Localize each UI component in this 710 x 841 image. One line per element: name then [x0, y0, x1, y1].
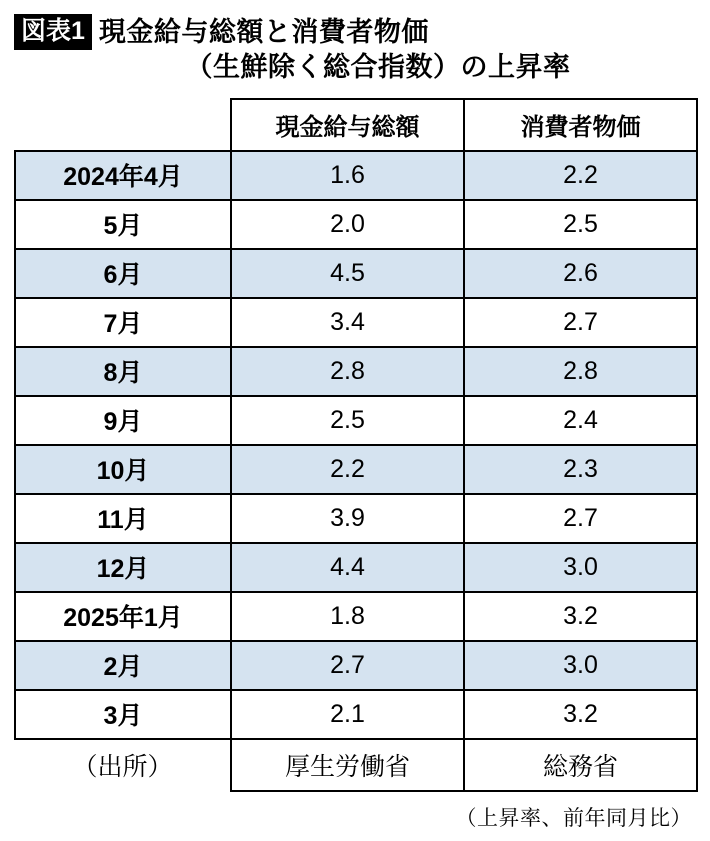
- figure-title-text: 現金給与総額と消費者物価: [98, 16, 429, 47]
- cell-wages: 4.4: [231, 543, 464, 592]
- cell-wages: 2.8: [231, 347, 464, 396]
- cell-wages: 3.4: [231, 298, 464, 347]
- cell-cpi: 2.8: [464, 347, 697, 396]
- table-row: [15, 592, 697, 641]
- source-wages: 厚生労働省: [231, 739, 464, 791]
- table-row: [15, 543, 697, 592]
- cell-wages: 2.1: [231, 690, 464, 739]
- table-row: [15, 396, 697, 445]
- row-label: 2024年4月: [15, 151, 231, 200]
- table-row: [15, 690, 697, 739]
- column-header-wages: 現金給与総額: [231, 99, 464, 151]
- cell-cpi: 3.0: [464, 543, 697, 592]
- cell-wages: 2.7: [231, 641, 464, 690]
- figure-footnote: （上昇率、前年同月比）: [455, 806, 692, 830]
- figure-subtitle-text: （生鮮除く総合指数）の上昇率: [185, 52, 571, 82]
- row-label: 7月: [15, 298, 231, 347]
- row-label: 11月: [15, 494, 231, 543]
- cell-cpi: 3.2: [464, 690, 697, 739]
- cell-wages: 2.5: [231, 396, 464, 445]
- cell-wages: 3.9: [231, 494, 464, 543]
- table-row: [15, 494, 697, 543]
- table-row: [15, 298, 697, 347]
- cell-cpi: 2.2: [464, 151, 697, 200]
- table-row: [15, 347, 697, 396]
- table-row: [15, 445, 697, 494]
- cell-wages: 2.0: [231, 200, 464, 249]
- table-source-row: [15, 739, 697, 791]
- data-table: [14, 98, 698, 792]
- figure-title: [14, 14, 696, 84]
- row-label: 12月: [15, 543, 231, 592]
- row-label: 2月: [15, 641, 231, 690]
- figure-number-badge: 図表1: [14, 14, 92, 50]
- row-label: 6月: [15, 249, 231, 298]
- cell-cpi: 2.5: [464, 200, 697, 249]
- table-row: [15, 151, 697, 200]
- row-label: 9月: [15, 396, 231, 445]
- title-line-1: [14, 14, 696, 50]
- cell-cpi: 2.7: [464, 298, 697, 347]
- cell-cpi: 2.3: [464, 445, 697, 494]
- cell-wages: 1.6: [231, 151, 464, 200]
- cell-cpi: 2.6: [464, 249, 697, 298]
- table-row: [15, 641, 697, 690]
- row-label: 2025年1月: [15, 592, 231, 641]
- column-header-cpi: 消費者物価: [464, 99, 697, 151]
- row-label: 8月: [15, 347, 231, 396]
- row-label: 3月: [15, 690, 231, 739]
- cell-wages: 4.5: [231, 249, 464, 298]
- table-row: [15, 249, 697, 298]
- cell-wages: 2.2: [231, 445, 464, 494]
- row-label: 10月: [15, 445, 231, 494]
- source-label: （出所）: [15, 739, 231, 791]
- cell-cpi: 3.0: [464, 641, 697, 690]
- row-label: 5月: [15, 200, 231, 249]
- source-cpi: 総務省: [464, 739, 697, 791]
- cell-cpi: 3.2: [464, 592, 697, 641]
- cell-cpi: 2.7: [464, 494, 697, 543]
- table-row: [15, 200, 697, 249]
- cell-wages: 1.8: [231, 592, 464, 641]
- cell-cpi: 2.4: [464, 396, 697, 445]
- table-corner-cell: [15, 99, 231, 151]
- table-header-row: [15, 99, 697, 151]
